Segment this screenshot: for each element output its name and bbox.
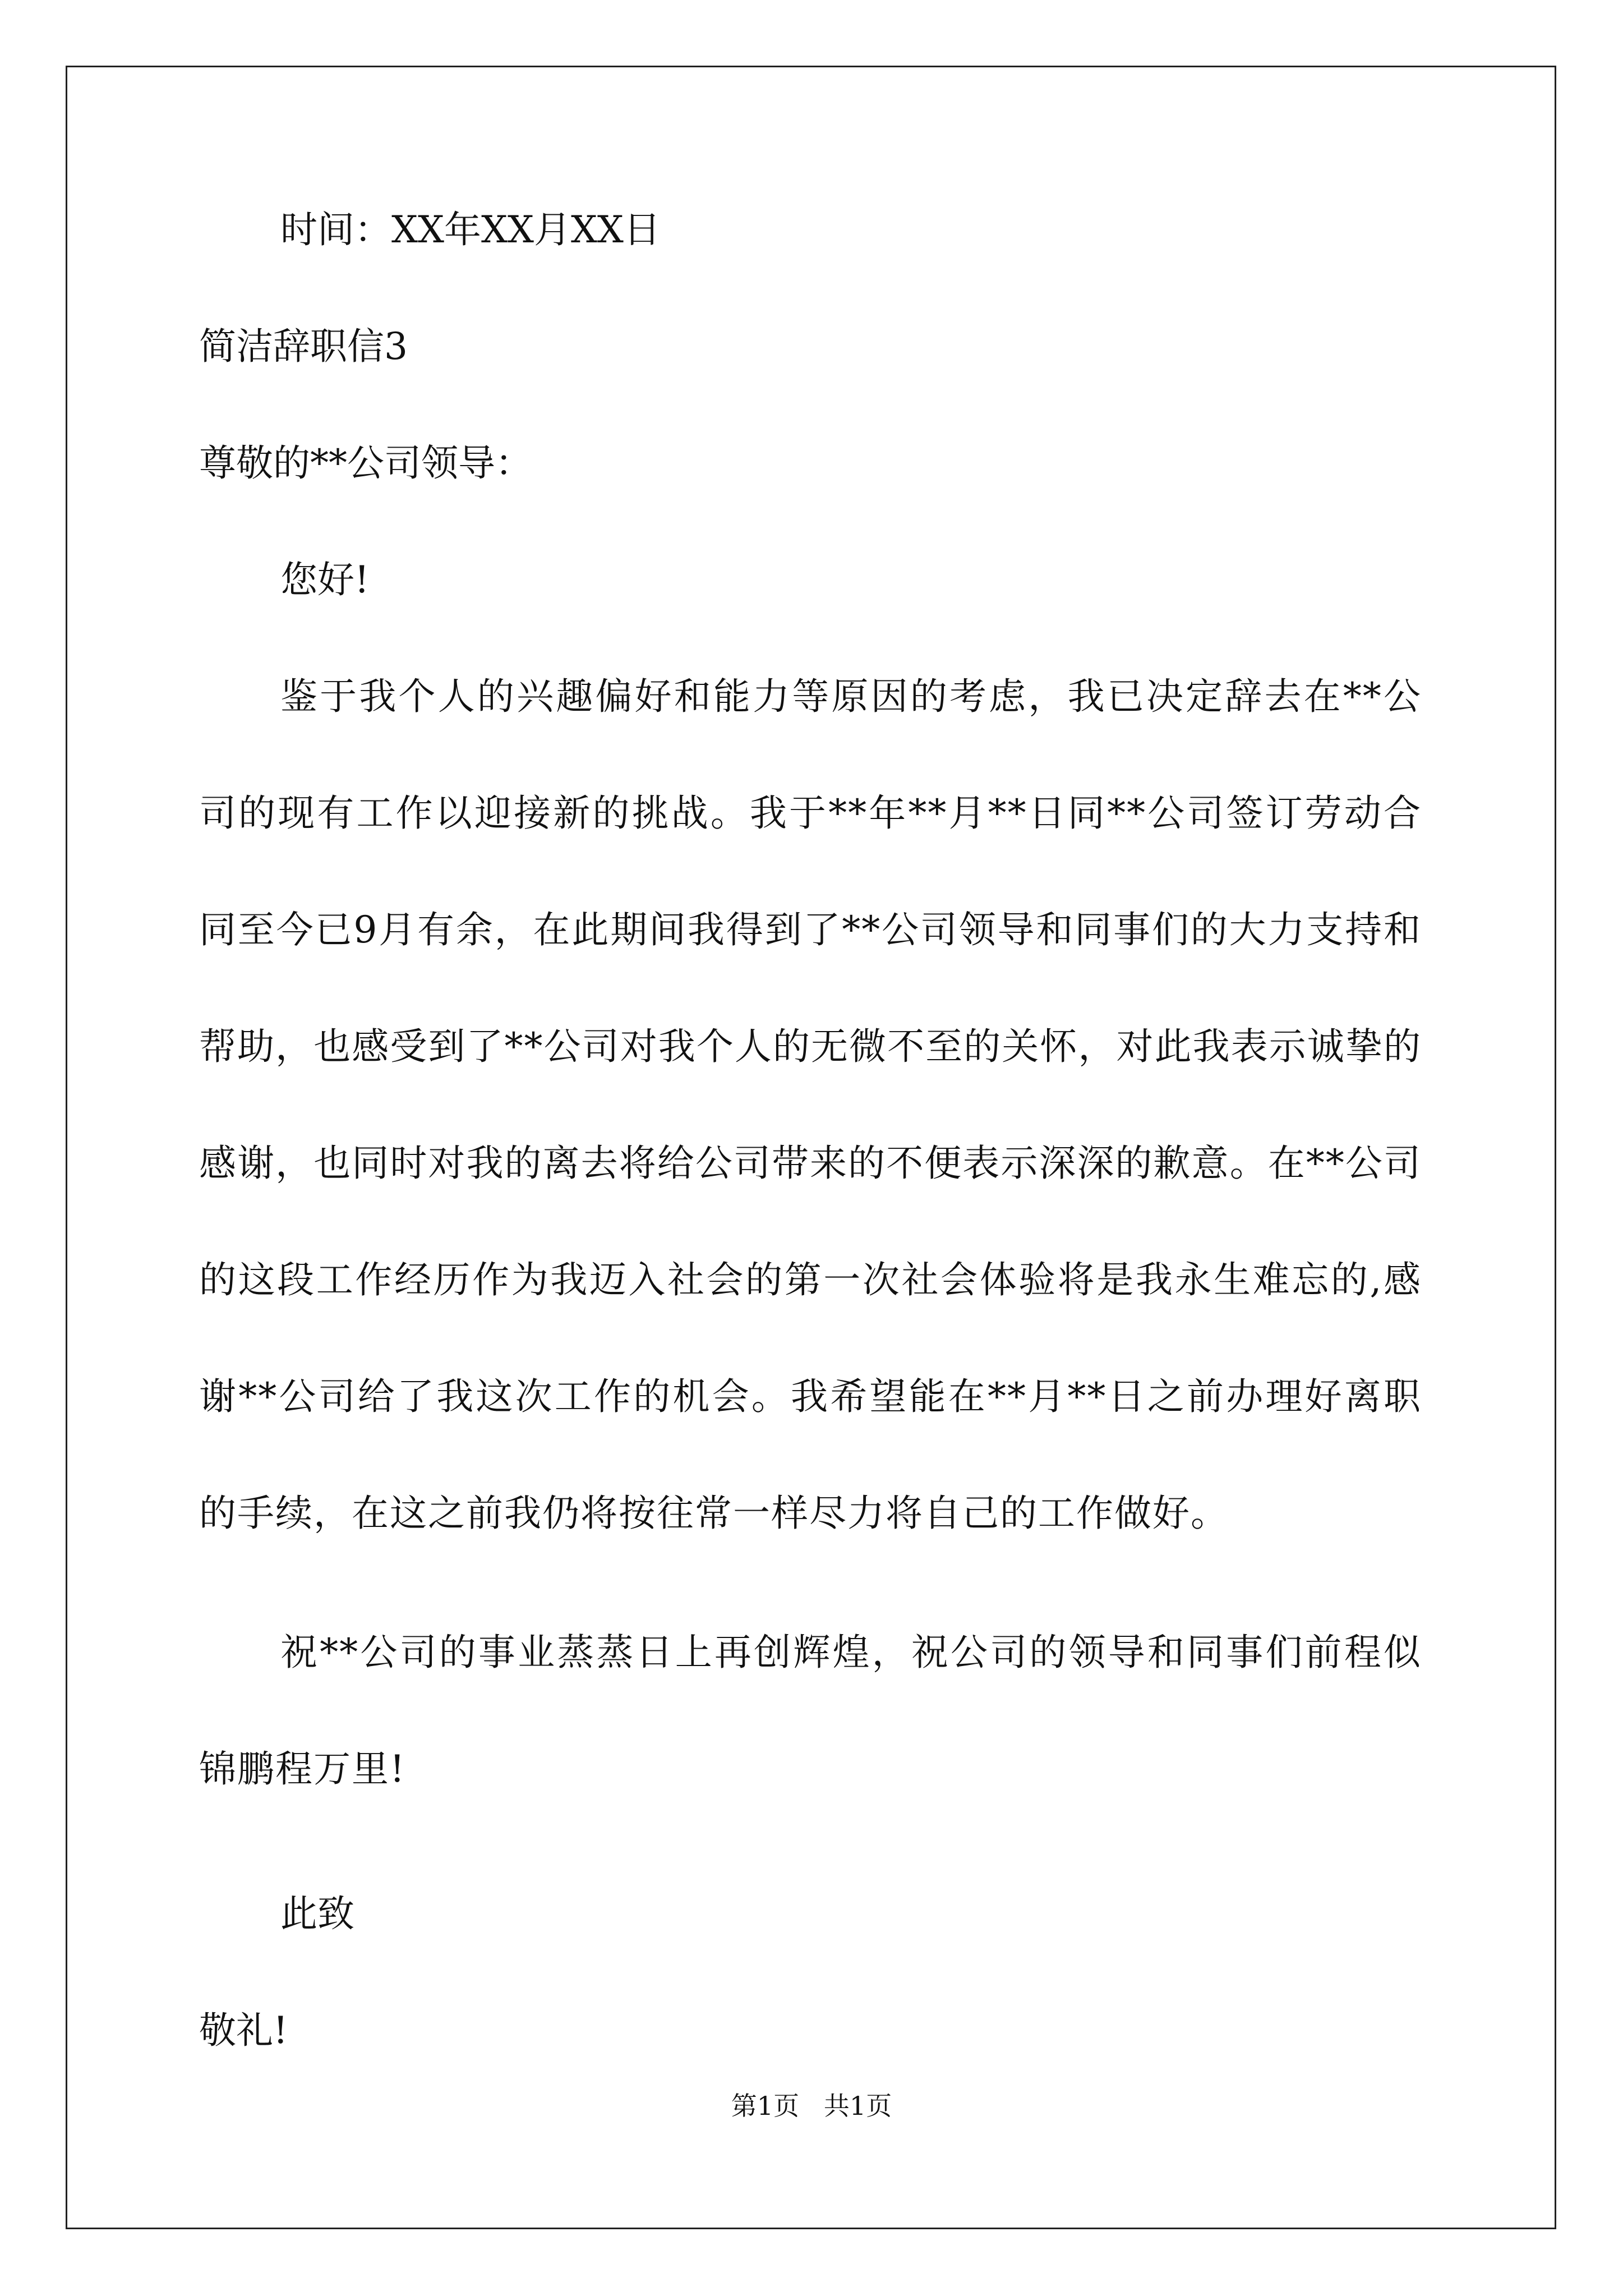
letter-body: [199, 202, 1422, 2059]
salutation: 尊敬的**公司领导：: [199, 441, 532, 485]
body-paragraph: 鉴于我个人的兴趣偏好和能力等原因的考虑，我已决定辞去在**公司的现有工作以迎接新的挑战。我于**年**月**日同**公司签订劳动合同至今已9月有余，在此期间我得到了**公司领导和同事们的大力支持和帮助，也感受到了**公司对我个人的无微不至的关怀，对此我表示诚挚的感谢，也同时对我的离去将给公司带来的不便表示深深的歉意。在**公司的这段工作经历作为我迈入社会的第一次社会体验将是我永生难忘的,感谢**公司给了我这次工作的机会。我希望能在**月**日之前办理好离职的手续，在这之前我仍将按往常一样尽力将自己的工作做好。: [199, 675, 1422, 1535]
closing-regards: 敬礼!: [199, 2009, 288, 2052]
greeting: 您好!: [280, 558, 370, 601]
page-number-footer: 第1页 共1页: [731, 2091, 892, 2121]
letter-title: 简洁辞职信3: [199, 325, 408, 368]
closing-phrase: 此致: [280, 1892, 354, 1935]
wishes-paragraph: 祝**公司的事业蒸蒸日上再创辉煌，祝公司的领导和同事们前程似锦鹏程万里!: [199, 1631, 1422, 1791]
date-line: 时间：XX年XX月XX日: [280, 208, 661, 251]
